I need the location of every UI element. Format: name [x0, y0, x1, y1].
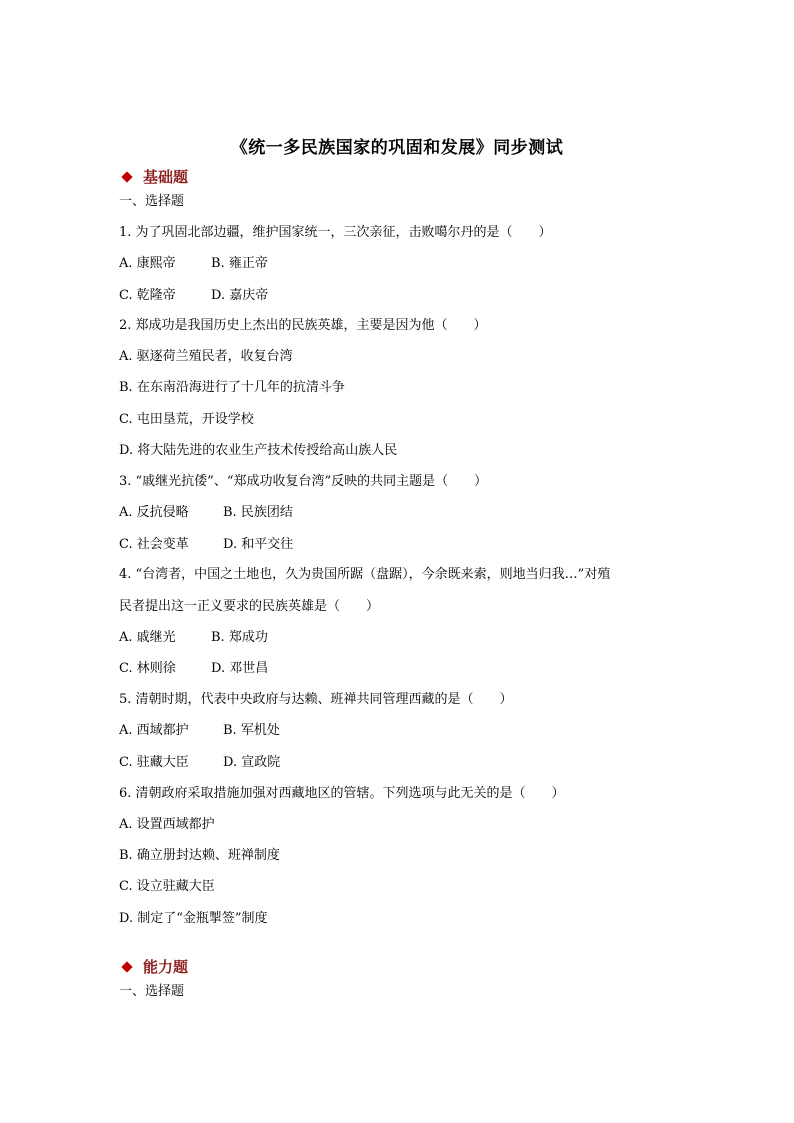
option-b: B. 确立册封达赖、班禅制度: [119, 848, 280, 863]
question-stem-continued: 民者提出这一正义要求的民族英雄是（ ）: [119, 599, 380, 614]
option-b: B. 在东南沿海进行了十几年的抗清斗争: [119, 380, 345, 395]
option-d: D. 宣政院: [223, 755, 281, 770]
option-row: [119, 256, 268, 272]
question-stem: 4. “台湾者，中国之土地也，久为贵国所踞（盘踞），今余既来索，则地当归我…”对殖: [119, 567, 611, 582]
option-b: B. 郑成功: [211, 630, 268, 645]
diamond-bullet-icon: [121, 961, 132, 972]
option-a: A. 驱逐荷兰殖民者，收复台湾: [119, 349, 293, 364]
option-d: D. 制定了“金瓶掣签”制度: [119, 911, 268, 926]
section-subheading: 一、选择题: [119, 194, 185, 209]
diamond-bullet-icon: [121, 171, 132, 182]
option-row: [119, 755, 280, 771]
option-d: D. 邓世昌: [211, 661, 269, 676]
question-stem: 1. 为了巩固北部边疆，维护国家统一，三次亲征，击败噶尔丹的是（ ）: [119, 225, 552, 240]
section-heading-label: 基础题: [143, 168, 189, 186]
option-a: A. 戚继光: [119, 630, 176, 645]
option-row: [119, 505, 293, 521]
option-a: A. 康熙帝: [119, 256, 176, 271]
question-stem: 2. 郑成功是我国历史上杰出的民族英雄，主要是因为他（ ）: [119, 318, 487, 333]
option-a: A. 反抗侵略: [119, 505, 189, 520]
option-row: [119, 630, 268, 646]
option-c: C. 设立驻藏大臣: [119, 879, 215, 894]
option-c: C. 屯田垦荒，开设学校: [119, 412, 254, 427]
question-stem: 3. “戚继光抗倭”、“郑成功收复台湾”反映的共同主题是（ ）: [119, 474, 488, 489]
section-subheading: 一、选择题: [119, 984, 185, 999]
option-c: C. 乾隆帝: [119, 288, 176, 303]
option-row: [119, 661, 268, 677]
section-heading-ability: [121, 956, 188, 977]
option-b: B. 雍正帝: [211, 256, 268, 271]
option-d: D. 将大陆先进的农业生产技术传授给高山族人民: [119, 443, 398, 458]
option-c: C. 社会变革: [119, 537, 189, 552]
option-b: B. 军机处: [223, 723, 280, 738]
option-c: C. 林则徐: [119, 661, 176, 676]
question-stem: 6. 清朝政府采取措施加强对西藏地区的管辖。下列选项与此无关的是（ ）: [119, 786, 565, 801]
option-row: [119, 723, 280, 739]
section-heading-label: 能力题: [143, 958, 189, 976]
option-b: B. 民族团结: [223, 505, 293, 520]
option-row: [119, 537, 293, 553]
option-d: D. 和平交往: [223, 537, 294, 552]
option-row: [119, 288, 268, 304]
section-heading-basic: [121, 166, 188, 187]
question-stem: 5. 清朝时期，代表中央政府与达赖、班禅共同管理西藏的是（ ）: [119, 692, 513, 707]
option-a: A. 设置西域都护: [119, 817, 215, 832]
option-c: C. 驻藏大臣: [119, 755, 189, 770]
page-title: 《统一多民族国家的巩固和发展》同步测试: [230, 138, 564, 158]
option-a: A. 西域都护: [119, 723, 189, 738]
option-d: D. 嘉庆帝: [211, 288, 269, 303]
